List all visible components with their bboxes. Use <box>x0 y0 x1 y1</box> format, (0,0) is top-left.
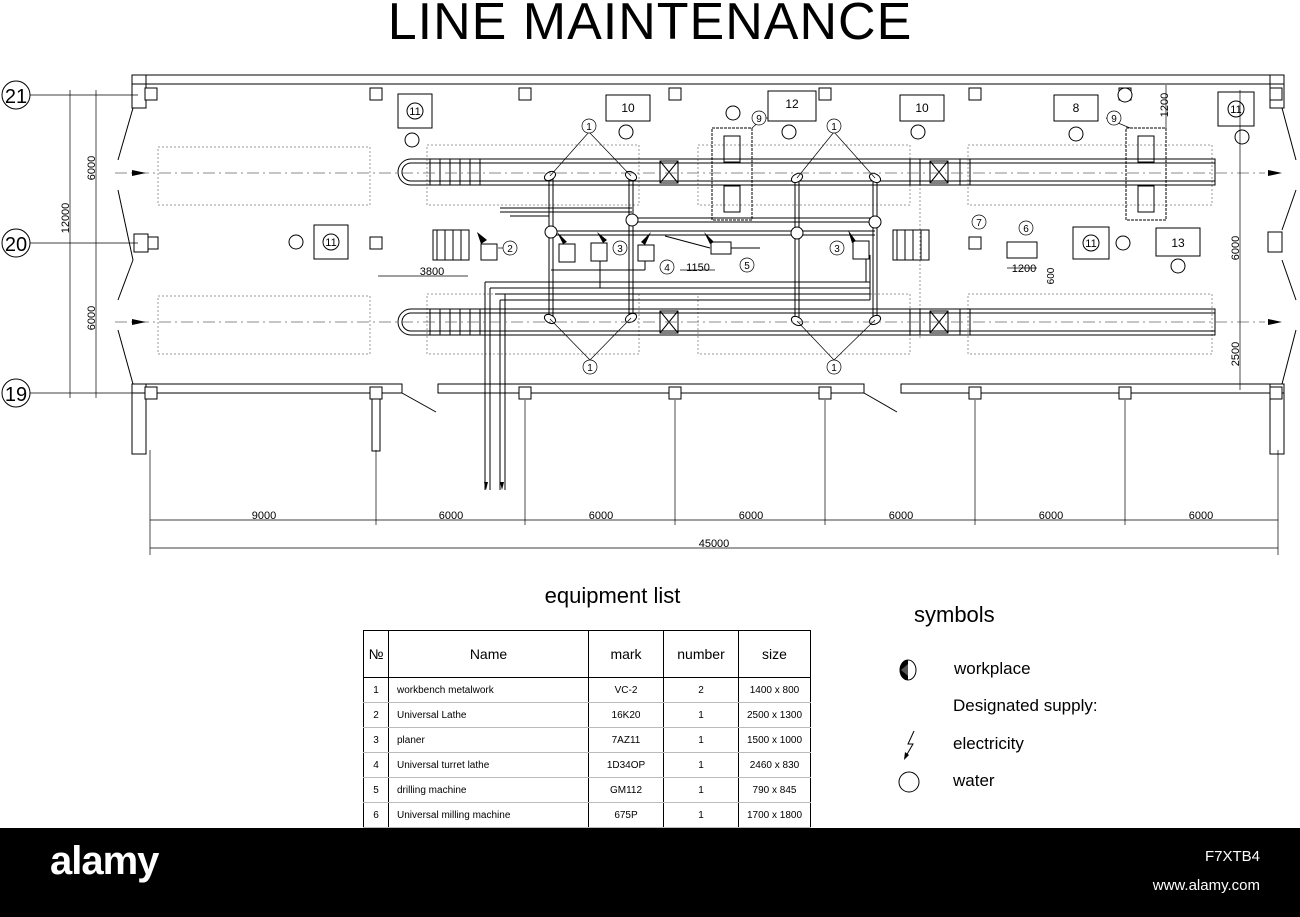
cell-mark: 7AZ11 <box>589 728 664 753</box>
table-row <box>364 753 811 778</box>
cell-name: drilling machine <box>389 778 589 803</box>
cell-number: 1 <box>664 803 739 828</box>
cell-name: Universal milling machine <box>389 803 589 828</box>
col-header-number: № <box>364 631 389 678</box>
cell-mark: 16K20 <box>589 703 664 728</box>
col-header-name: Name <box>389 631 589 678</box>
marker-9-a: 9 <box>756 114 762 125</box>
dim-bay-1: 9000 <box>251 510 277 522</box>
axis-bubble-21 <box>2 81 30 109</box>
table-row <box>364 778 811 803</box>
marker-1-b: 1 <box>831 122 837 133</box>
dim-left-12000: 12000 <box>60 202 72 234</box>
water-label: water <box>953 771 995 790</box>
table-row <box>364 678 811 703</box>
axis-label-20: 20 <box>4 234 28 256</box>
dim-bay-2: 6000 <box>438 510 464 522</box>
cell-no: 4 <box>364 753 389 778</box>
cell-size: 1500 x 1000 <box>739 728 811 753</box>
marker-6: 6 <box>1023 224 1029 235</box>
cell-size: 1700 x 1800 <box>739 803 811 828</box>
box-10-b: 10 <box>915 101 929 115</box>
marker-1-d: 1 <box>831 363 837 374</box>
watermark-footer <box>0 828 1300 917</box>
cell-no: 5 <box>364 778 389 803</box>
workplace-icon <box>896 658 920 682</box>
cell-number: 1 <box>664 753 739 778</box>
cell-number: 1 <box>664 703 739 728</box>
cell-name: Universal Lathe <box>389 703 589 728</box>
cell-mark: VC-2 <box>589 678 664 703</box>
piping <box>485 176 877 490</box>
machines <box>481 241 1037 262</box>
axis-bubble-19 <box>2 379 30 407</box>
dim-bay-4: 6000 <box>738 510 764 522</box>
marker-4: 4 <box>664 263 670 274</box>
cell-number: 2 <box>664 678 739 703</box>
box-11-b: 11 <box>1230 104 1242 116</box>
table-row <box>364 803 811 828</box>
leaders <box>498 118 1130 360</box>
marker-2: 2 <box>507 244 513 255</box>
equipment-list-title: equipment list <box>544 583 681 608</box>
table-row <box>364 728 811 753</box>
cell-size: 2460 x 830 <box>739 753 811 778</box>
col-header-count: number <box>664 631 739 678</box>
cell-size: 1400 x 800 <box>739 678 811 703</box>
dim-right-2500: 2500 <box>1230 341 1242 367</box>
marker-3-a: 3 <box>617 244 623 255</box>
symbols-title: symbols <box>914 602 995 627</box>
dim-3800: 3800 <box>419 266 445 278</box>
marker-5: 5 <box>744 261 750 272</box>
box-12: 12 <box>785 97 799 111</box>
axis-label-21: 21 <box>4 86 28 108</box>
cell-mark: GM112 <box>589 778 664 803</box>
box-10-a: 10 <box>621 101 635 115</box>
cell-mark: 1D34OP <box>589 753 664 778</box>
dim-bay-3: 6000 <box>588 510 614 522</box>
workplace-label: workplace <box>954 659 1031 678</box>
brand-logo: alamy <box>50 839 159 883</box>
water-icon <box>897 770 921 794</box>
box-11-c: 11 <box>325 237 337 249</box>
dim-left-6000-a: 6000 <box>86 155 98 181</box>
dim-right-1200: 1200 <box>1159 92 1171 118</box>
cell-name: planer <box>389 728 589 753</box>
box-13: 13 <box>1171 236 1185 250</box>
cell-size: 2500 x 1300 <box>739 703 811 728</box>
electricity-icon <box>900 730 922 762</box>
equipment-table <box>363 630 811 828</box>
image-id: F7XTB4 <box>1204 848 1260 865</box>
marker-1-c: 1 <box>587 363 593 374</box>
supply-label: Designated supply: <box>953 696 1098 715</box>
dim-bay-5: 6000 <box>888 510 914 522</box>
dim-right-6000: 6000 <box>1230 235 1242 261</box>
dim-600: 600 <box>1046 267 1057 285</box>
axis-bubble-20 <box>2 229 30 257</box>
cell-name: workbench metalwork <box>389 678 589 703</box>
cell-number: 1 <box>664 728 739 753</box>
site-url: www.alamy.com <box>1152 877 1260 894</box>
dim-bay-7: 6000 <box>1188 510 1214 522</box>
marker-7: 7 <box>976 218 982 229</box>
dim-total: 45000 <box>698 538 730 550</box>
dim-1200-a: 1200 <box>1011 263 1037 275</box>
dimension-texts <box>60 93 1242 550</box>
symbols-legend <box>880 598 1180 818</box>
dimension-lines <box>150 268 1278 555</box>
cell-number: 1 <box>664 778 739 803</box>
table-header-row <box>364 631 811 678</box>
marker-3-b: 3 <box>834 244 840 255</box>
axis-label-19: 19 <box>4 384 28 406</box>
dim-bay-6: 6000 <box>1038 510 1064 522</box>
dim-left-6000-b: 6000 <box>86 305 98 331</box>
box-11-a: 11 <box>409 106 421 118</box>
marker-9-b: 9 <box>1111 114 1117 125</box>
cell-no: 1 <box>364 678 389 703</box>
cell-mark: 675P <box>589 803 664 828</box>
col-header-size: size <box>739 631 811 678</box>
table-row <box>364 703 811 728</box>
cell-no: 3 <box>364 728 389 753</box>
box-8: 8 <box>1072 101 1080 115</box>
col-header-mark: mark <box>589 631 664 678</box>
electricity-label: electricity <box>953 734 1024 753</box>
cell-no: 6 <box>364 803 389 828</box>
drawing-title: LINE MAINTENANCE <box>387 0 913 51</box>
columns <box>134 88 1282 399</box>
cell-no: 2 <box>364 703 389 728</box>
cell-size: 790 x 845 <box>739 778 811 803</box>
marker-1-a: 1 <box>586 122 592 133</box>
box-11-d: 11 <box>1085 238 1097 250</box>
dim-1150: 1150 <box>686 262 710 274</box>
cell-name: Universal turret lathe <box>389 753 589 778</box>
